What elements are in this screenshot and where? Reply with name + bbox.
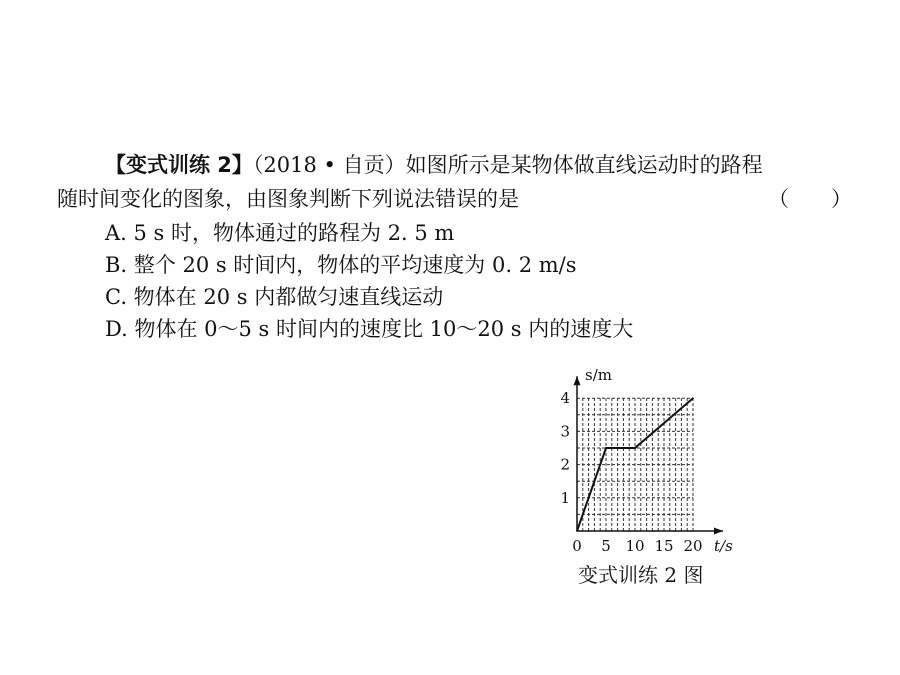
y-axis-label: s/m: [585, 366, 612, 385]
x-tick-label: 10: [625, 537, 645, 555]
y-tick-label: 3: [560, 422, 570, 441]
x-tick-label: 20: [683, 537, 703, 555]
question-stem-text: 如图所示是某物体做直线运动时的路程: [405, 153, 763, 177]
x-axis-arrow: [714, 528, 723, 535]
answer-blank: （ ）: [768, 187, 852, 211]
y-axis-arrow: [574, 376, 581, 385]
data-point: [692, 397, 694, 399]
option-c: C. 物体在 20 s 内都做匀速直线运动: [105, 285, 444, 309]
data-point: [605, 447, 607, 449]
st-graph: [545, 360, 745, 560]
question-source: （2018 • 自贡）: [252, 153, 406, 177]
question-tag: 【变式训练 2】: [105, 153, 253, 177]
y-tick-label: 1: [560, 488, 570, 507]
data-point: [576, 530, 578, 532]
y-tick-label: 4: [560, 389, 570, 408]
option-b: B. 整个 20 s 时间内，物体的平均速度为 0. 2 m/s: [105, 253, 577, 277]
option-a: A. 5 s 时，物体通过的路程为 2. 5 m: [105, 221, 455, 245]
y-tick-label: 2: [560, 455, 570, 474]
question-stem-line1: [105, 150, 763, 180]
x-tick-label: 15: [654, 537, 674, 555]
option-d: D. 物体在 0～5 s 时间内的速度比 10～20 s 内的速度大: [105, 317, 634, 341]
data-point: [634, 447, 636, 449]
x-axis-label: t/s: [714, 537, 733, 555]
x-tick-label: 0: [572, 537, 582, 555]
question-stem-line2: 随时间变化的图象，由图象判断下列说法错误的是: [57, 187, 519, 211]
figure-caption: 变式训练 2 图: [578, 563, 704, 587]
x-tick-label: 5: [601, 537, 611, 555]
